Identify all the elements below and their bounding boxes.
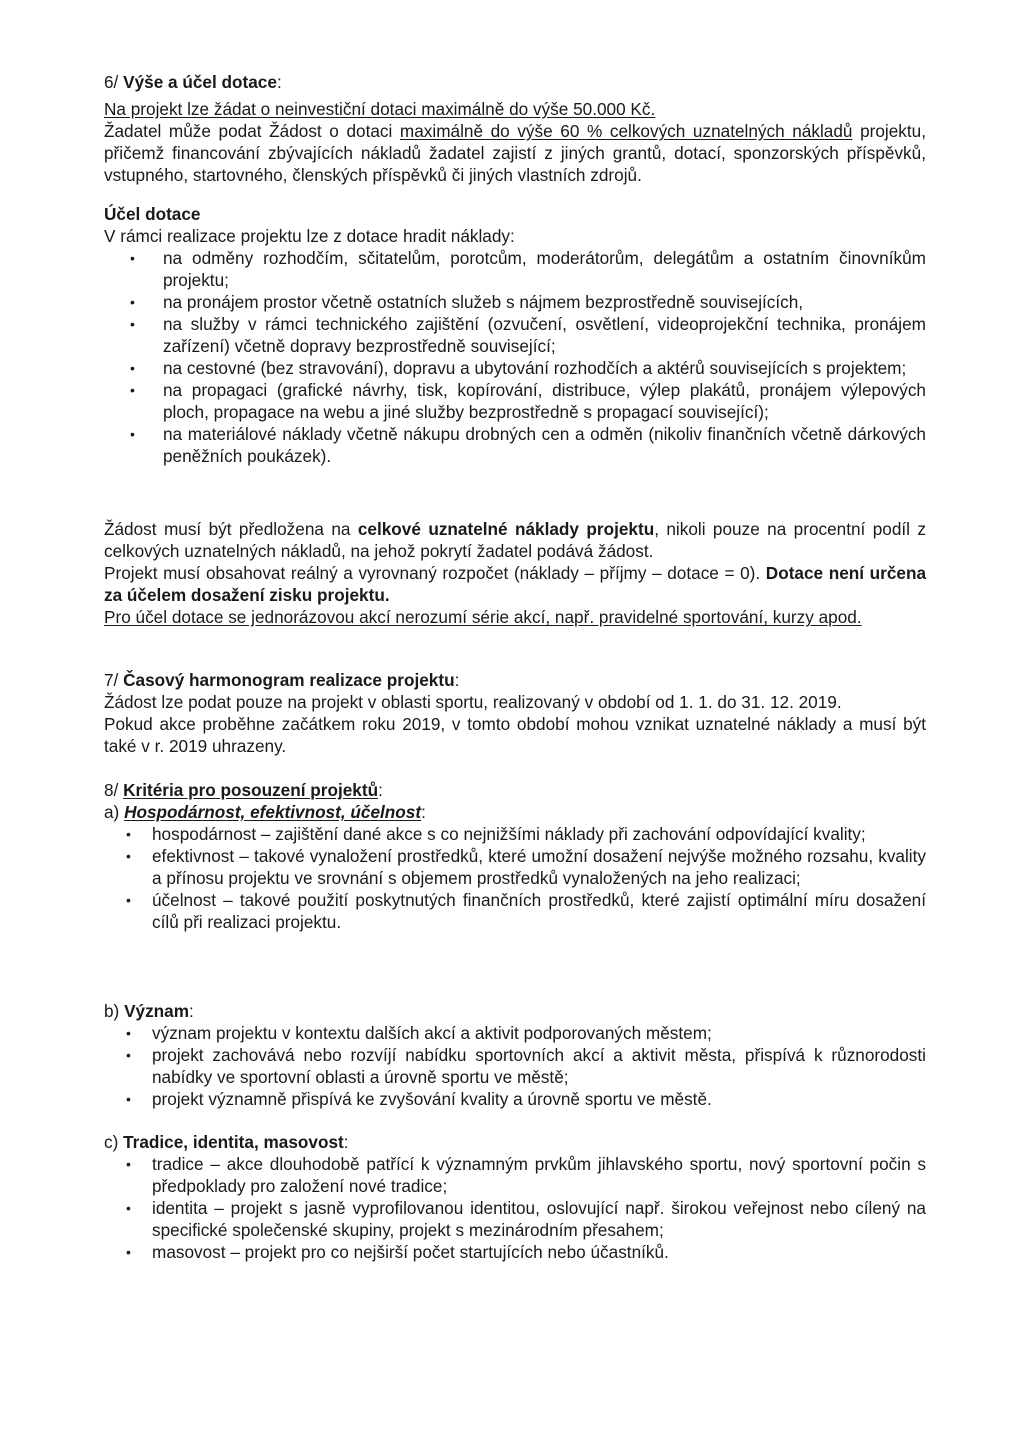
- purpose-heading: Účel dotace: [104, 204, 201, 224]
- section-7-title: Časový harmonogram realizace projektu: [123, 670, 455, 690]
- criteria-c-heading: c) Tradice, identita, masovost:: [104, 1132, 349, 1152]
- list-item: • projekt zachovává nebo rozvíjí nabídku sportovních akcí a aktivit města, přispívá k různorodosti nabídky ve sportovní oblasti a úrovně sportu ve městě;: [126, 1045, 926, 1087]
- section-8: [104, 779, 926, 933]
- purpose-list: [104, 247, 926, 467]
- list-item: • tradice – akce dlouhodobě patřící k významným prvkům jihlavského sportu, nový sportovní počin s předpoklady pro založení nové tradice;: [126, 1154, 926, 1196]
- section-6-heading: 6/ Výše a účel dotace:: [104, 72, 282, 92]
- criteria-b: [104, 1000, 926, 1110]
- section-8-heading: 8/ Kritéria pro posouzení projektů:: [104, 780, 383, 800]
- section-7-p1: Žádost lze podat pouze na projekt v oblasti sportu, realizovaný v období od 1. 1. do 31. 12. 2019.: [104, 692, 842, 712]
- section-7: [104, 669, 926, 757]
- application-requirements: [104, 518, 926, 628]
- criteria-a-heading: a) Hospodárnost, efektivnost, účelnost:: [104, 802, 426, 822]
- section-6: [104, 71, 926, 186]
- list-item: • na pronájem prostor včetně ostatních služeb s nájmem bezprostředně souvisejících,: [130, 292, 804, 312]
- purpose-intro: V rámci realizace projektu lze z dotace hradit náklady:: [104, 226, 515, 246]
- list-item: • na služby v rámci technického zajištění (ozvučení, osvětlení, videoprojekční technika, pronájem zařízení) včetně dopravy bezprostředně související;: [130, 314, 926, 356]
- list-item: • efektivnost – takové vynaložení prostředků, které umožní dosažení nejvýše možného rozsahu, kvality a přínosu projektu ve srovnání s objemem prostředků vynaložených na jeho realizaci;: [126, 846, 926, 888]
- criteria-b-list: [104, 1022, 926, 1110]
- section-7-p2: Pokud akce proběhne začátkem roku 2019, v tomto období mohou vznikat uznatelné náklady a musí být také v r. 2019 uhrazeny.: [104, 714, 926, 756]
- grant-limit-line: Na projekt lze žádat o neinvestiční dotaci maximálně do výše 50.000 Kč.: [104, 99, 656, 119]
- criteria-b-heading: b) Význam:: [104, 1001, 194, 1021]
- list-item: • masovost – projekt pro co nejširší počet startujících nebo účastníků.: [126, 1242, 669, 1262]
- list-item: • identita – projekt s jasně vyprofilovanou identitou, oslovující např. širokou veřejnost nebo cílený na specifické společenské skupiny, projekt s mezinárodním přesahem;: [126, 1198, 926, 1240]
- single-event-note: Pro účel dotace se jednorázovou akcí nerozumí série akcí, např. pravidelné sportování, kurzy apod.: [104, 607, 862, 627]
- list-item: • na propagaci (grafické návrhy, tisk, kopírování, distribuce, výlep plakátů, pronájem výlepových ploch, propagace na webu a jiné služby bezprostředně s propagací související);: [130, 380, 926, 422]
- criteria-c: [104, 1131, 926, 1263]
- list-item: • význam projektu v kontextu dalších akcí a aktivit podporovaných městem;: [126, 1023, 712, 1043]
- list-item: • na materiálové náklady včetně nákupu drobných cen a odměn (nikoliv finančních včetně dárkových peněžních poukázek).: [130, 424, 926, 466]
- list-item: • na odměny rozhodčím, sčitatelům, porotcům, moderátorům, delegátům a ostatním činovníkům projektu;: [130, 248, 926, 290]
- list-item: • hospodárnost – zajištění dané akce s co nejnižšími náklady při zachování odpovídající kvality;: [126, 824, 866, 844]
- list-item: • na cestovné (bez stravování), dopravu a ubytování rozhodčích a aktérů souvisejících s projektem;: [130, 358, 907, 378]
- section-7-heading: 7/ Časový harmonogram realizace projektu:: [104, 670, 460, 690]
- section-6-title: Výše a účel dotace: [123, 72, 277, 92]
- budget-paragraph: Projekt musí obsahovat reálný a vyrovnaný rozpočet (náklady – příjmy – dotace = 0). Dotace není určena za účelem dosažení zisku projektu.: [104, 563, 927, 605]
- list-item: • účelnost – takové použití poskytnutých finančních prostředků, které zajistí optimální míru dosažení cílů při realizaci projektu.: [126, 890, 926, 932]
- purpose-section: [104, 203, 926, 467]
- section-6-paragraph: Žadatel může podat Žádost o dotaci maximálně do výše 60 % celkových uznatelných nákladů projektu, přičemž financování zbývajících nákladů žadatel zajistí z jiných grantů, dotací, sponzorských příspěvků, vstupného, startovného, členských příspěvků či jiných vlastních zdrojů.: [104, 121, 926, 185]
- criteria-c-list: [104, 1153, 926, 1263]
- application-paragraph: Žádost musí být předložena na celkové uznatelné náklady projektu, nikoli pouze na procentní podíl z celkových uznatelných nákladů, na jehož pokrytí žadatel podává žádost.: [104, 519, 926, 561]
- section-8-title: Kritéria pro posouzení projektů: [123, 780, 379, 800]
- criteria-a-list: [104, 823, 926, 933]
- list-item: • projekt významně přispívá ke zvyšování kvality a úrovně sportu ve městě.: [126, 1089, 712, 1109]
